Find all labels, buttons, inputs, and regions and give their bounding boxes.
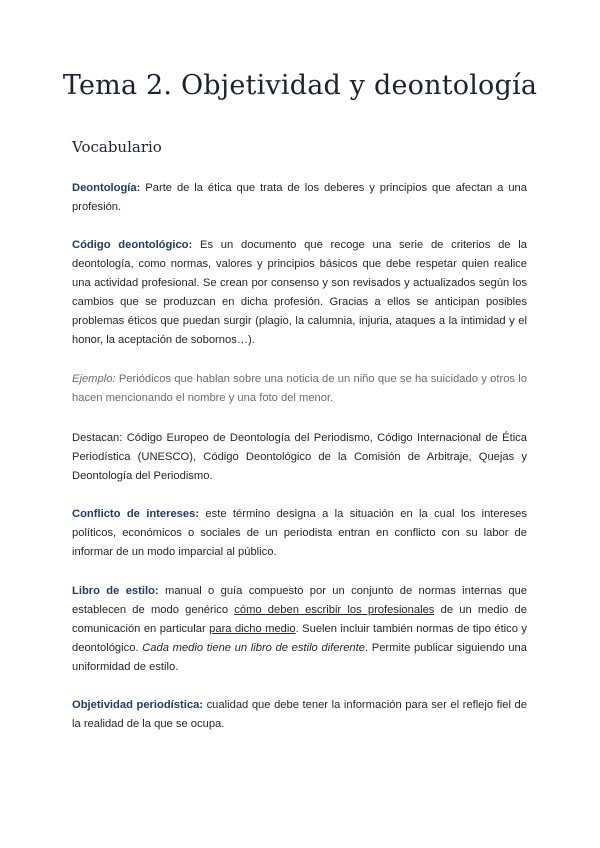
definition-text: cualidad que debe tener la información para ser el reflejo fiel de la realidad de la que se ocupa. xyxy=(72,699,528,730)
entry-libro-estilo xyxy=(72,582,527,677)
example-label: Ejemplo: xyxy=(72,373,116,385)
entry-deontologia xyxy=(72,179,527,217)
term-label: Deontología: xyxy=(72,182,141,194)
term-label: Código deontológico: xyxy=(72,239,193,251)
entry-ejemplo xyxy=(72,370,527,408)
definition-text: Parte de la ética que trata de los deberes y principios que afectan a una profesión. xyxy=(72,182,527,213)
definition-text-b: de un medio de comunicación en particular xyxy=(72,604,527,635)
term-label: Conflicto de intereses: xyxy=(72,508,200,520)
underlined-phrase-b: para dicho medio xyxy=(209,623,296,635)
term-label: Libro de estilo: xyxy=(72,585,159,597)
entry-conflicto-intereses xyxy=(72,505,527,562)
underlined-phrase-a: cómo deben escribir los profesionales xyxy=(234,604,435,616)
definition-text: Es un documento que recoge una serie de criterios de la deontología, como normas, valores y principios básicos que debe respetar quien realice una actividad profesional. Se crean por consenso y son revisados y actualizados según los cambios que se produzcan en dicha profesión. Gracias a ellos se anticipan posibles problemas éticos que puedan surgir (plagio, la calumnia, injuria, ataques a la intimidad y el honor, la aceptación de sobornos…). xyxy=(72,239,527,346)
italic-phrase: Cada medio tiene un libro de estilo diferente xyxy=(142,642,365,654)
term-label: Objetividad periodística: xyxy=(72,699,204,711)
entry-destacan xyxy=(72,429,527,486)
definition-text: este término designa a la situación en la cual los intereses políticos, económicos o sociales de un periodista entran en conflicto con su labor de informar de un modo imparcial al público. xyxy=(72,508,527,558)
destacan-text: Destacan: Código Europeo de Deontología del Periodismo, Código Internacional de Ética Periodística (UNESCO), Código Deontológico de la Comisión de Arbitraje, Quejas y Deontología del Periodismo. xyxy=(72,432,527,482)
entry-codigo-deontologico xyxy=(72,236,527,350)
definition-text-d: . Permite publicar siguiendo una uniformidad de estilo. xyxy=(72,642,528,673)
page-title: Tema 2. Objetividad y deontología xyxy=(62,70,538,101)
section-heading: Vocabulario xyxy=(72,138,162,156)
definition-text-a: manual o guía compuesto por un conjunto de normas internas que establecen de modo genérico xyxy=(72,585,527,616)
entry-objetividad-periodistica xyxy=(72,696,527,734)
definition-text-c: . Suelen incluir también normas de tipo ético y deontológico. xyxy=(72,623,527,654)
example-text: Periódicos que hablan sobre una noticia de un niño que se ha suicidado y otros lo hacen mencionando el nombre y una foto del menor. xyxy=(72,373,527,404)
